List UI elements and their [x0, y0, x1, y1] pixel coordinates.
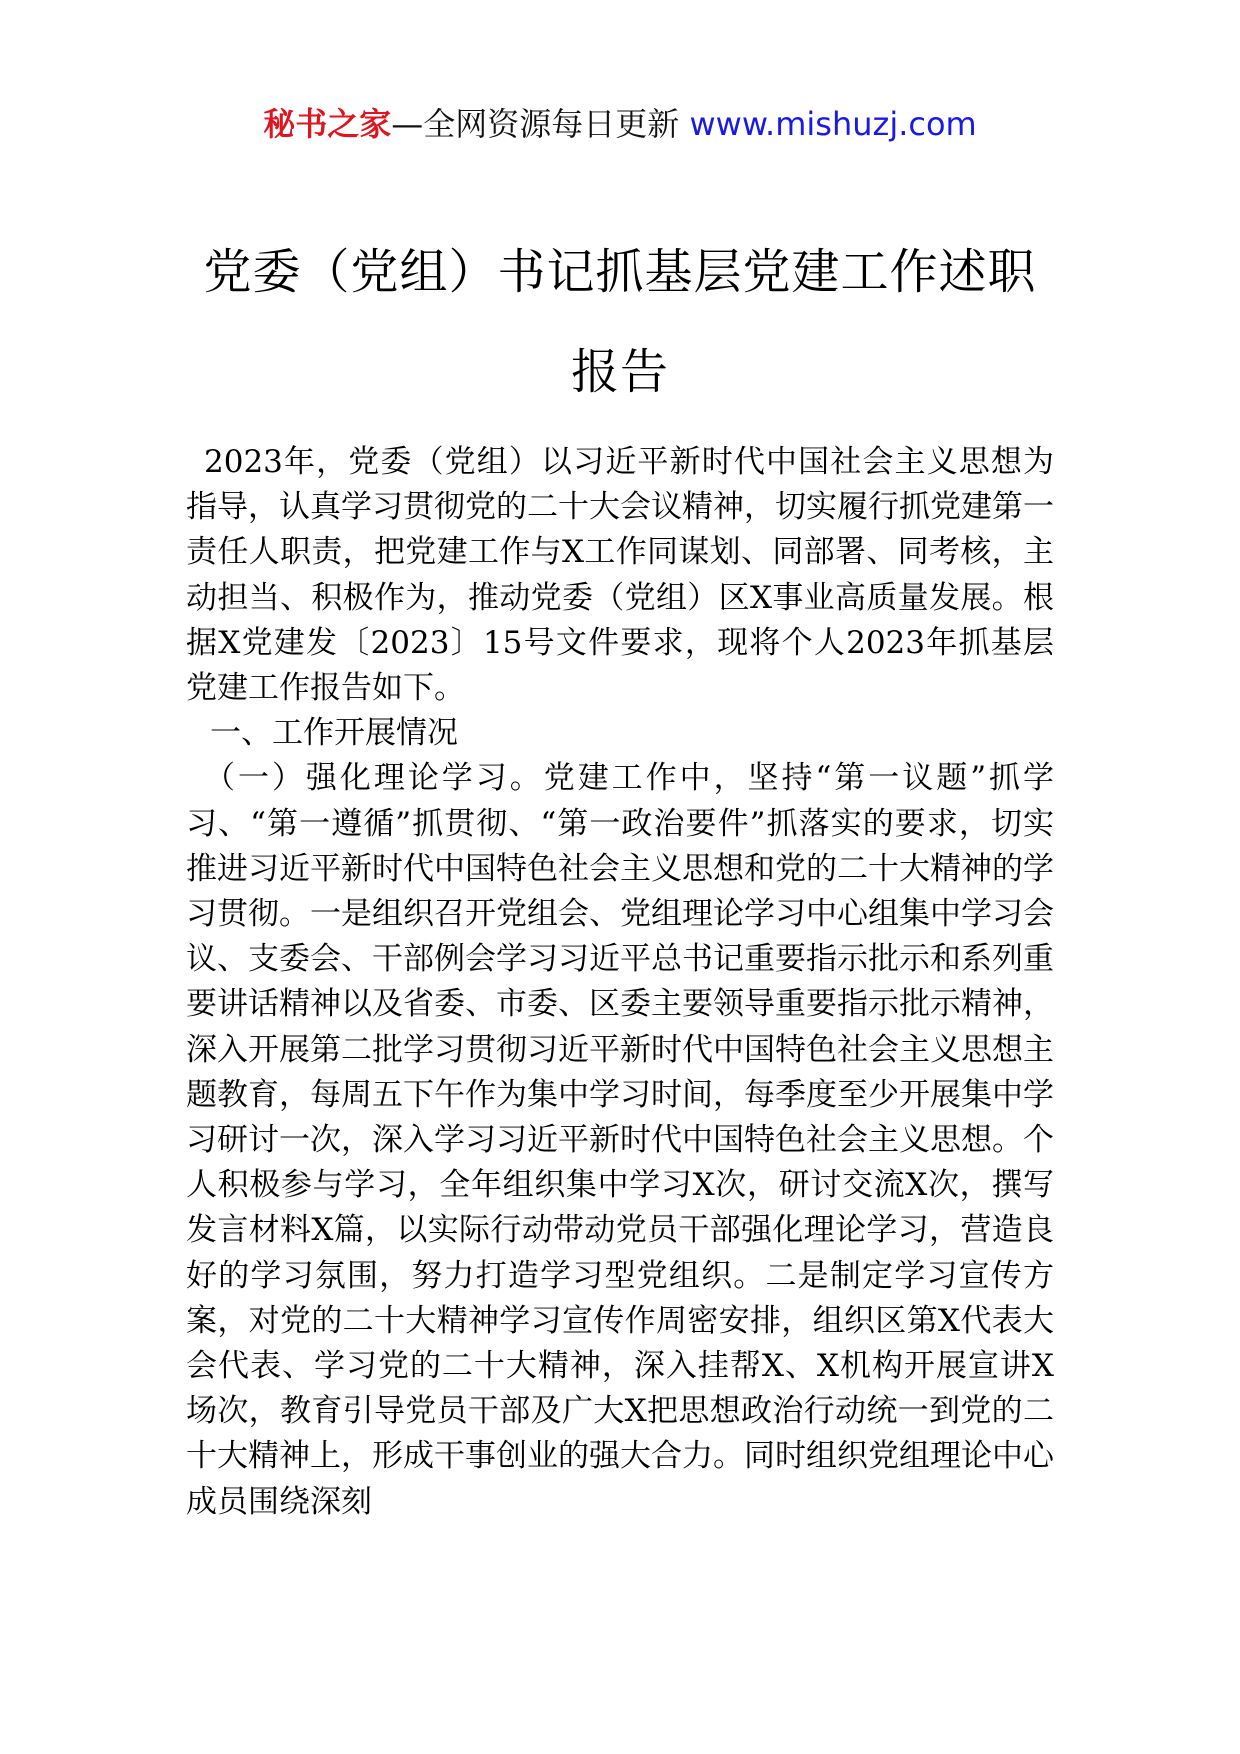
intro-paragraph: 2023年，党委（党组）以习近平新时代中国社会主义思想为指导，认真学习贯彻党的二十大会议精神，切实履行抓党建第一责任人职责，把党建工作与X工作同谋划、同部署、同考核，主动担当、积极作为，推动党委（党组）区X事业高质量发展。根据X党建发〔2023〕15号文件要求，现将个人2023年抓基层党建工作报告如下。 [186, 444, 1054, 707]
site-tagline: —全网资源每日更新 [391, 105, 680, 143]
body-paragraph: （一）强化理论学习。党建工作中，坚持“第一议题”抓学习、“第一遵循”抓贯彻、“第一政治要件”抓落实的要求，切实推进习近平新时代中国特色社会主义思想和党的二十大精神的学习贯彻。一是组织召开党组会、党组理论学习中心组集中学习会议、支委会、干部例会学习习近平总书记重要指示批示和系列重要讲话精神以及省委、市委、区委主要领导重要指示批示精神，深入开展第二批学习贯彻习近平新时代中国特色社会主义思想主题教育，每周五下午作为集中学习时间，每季度至少开展集中学习研讨一次，深入学习习近平新时代中国特色社会主义思想。个人积极参与学习，全年组织集中学习X次，研讨交流X次，撰写发言材料X篇，以实际行动带动党员干部强化理论学习，营造良好的学习氛围，努力打造学习型党组织。二是制定学习宣传方案，对党的二十大精神学习宣传作周密安排，组织区第X代表大会代表、学习党的二十大精神，深入挂帮X、X机构开展宣讲X场次，教育引导党员干部及广大X把思想政治行动统一到党的二十大精神上，形成干事创业的强大合力。同时组织党组理论中心成员围绕深刻 [186, 760, 1054, 1520]
site-brand: 秘书之家 [263, 105, 392, 143]
site-header [0, 100, 1240, 148]
section-heading: 一、工作开展情况 [210, 715, 458, 752]
document-title: 党委（党组）书记抓基层党建工作述职报告 [203, 244, 1037, 400]
site-url-link[interactable]: www.mishuzj.com [689, 105, 977, 143]
document-body [186, 440, 1054, 1525]
